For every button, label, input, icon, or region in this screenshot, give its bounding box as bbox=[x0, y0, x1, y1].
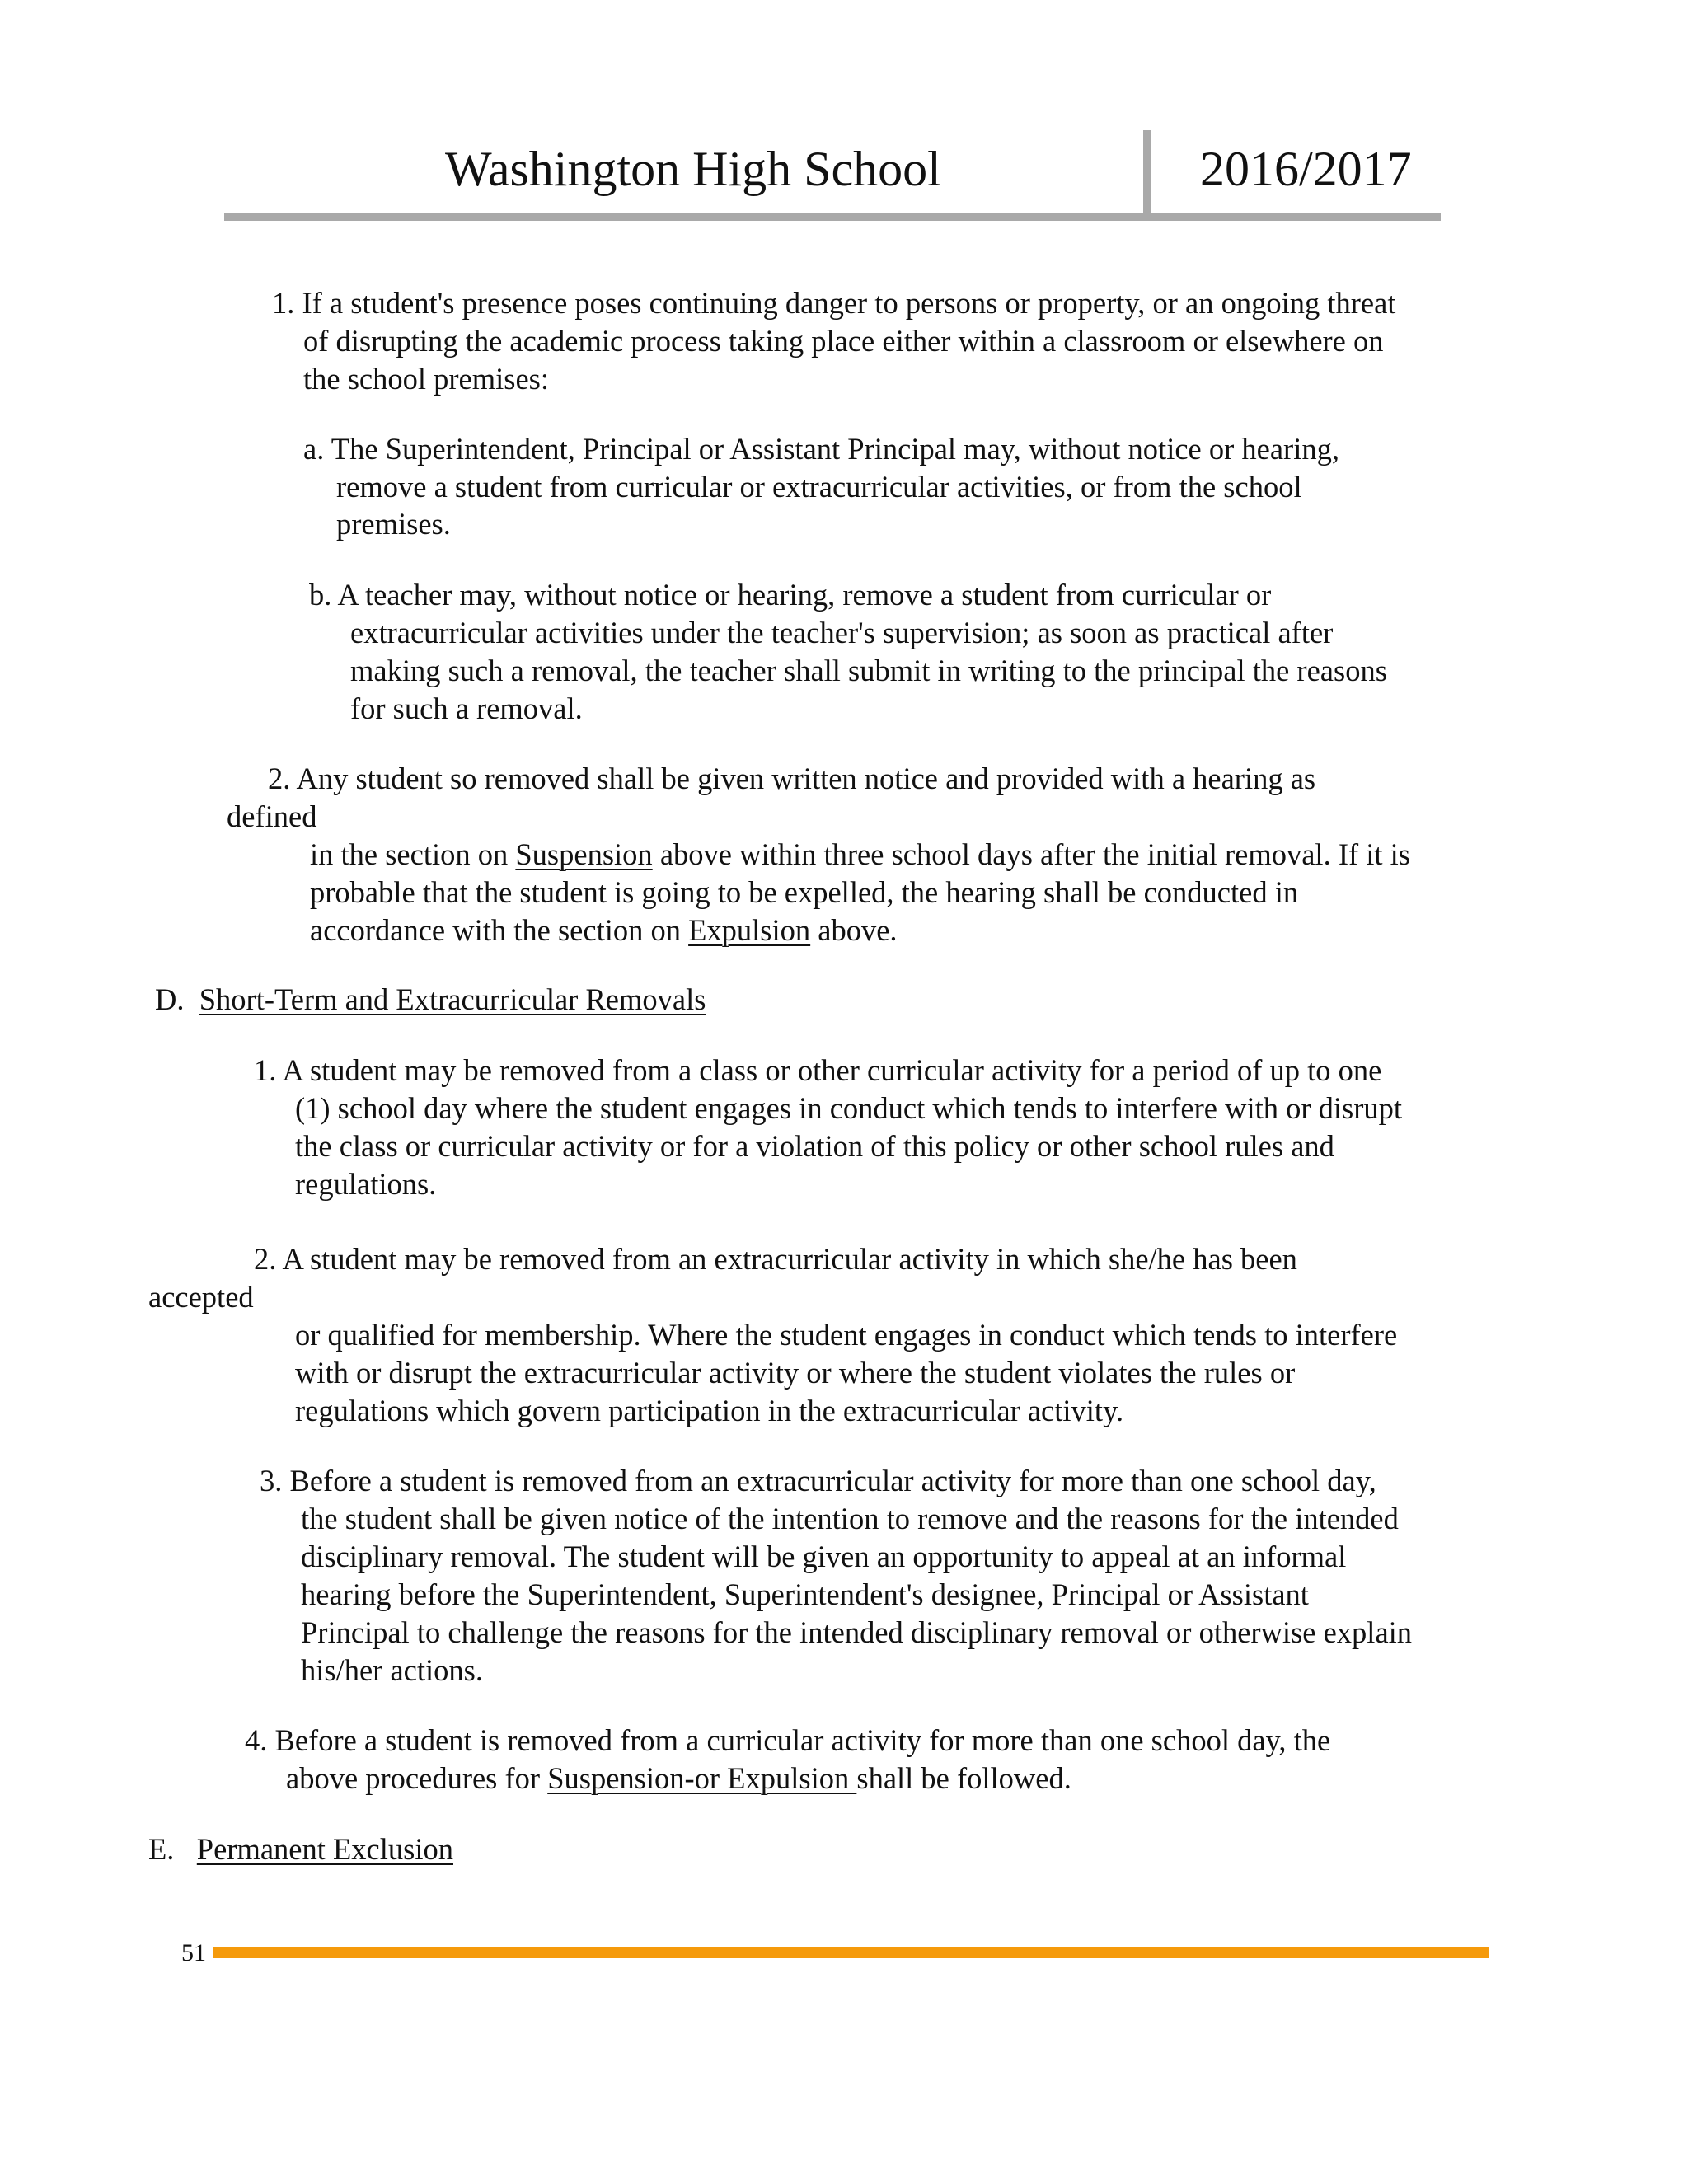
item-c2-line3-text: in the section on bbox=[310, 837, 516, 871]
item-c1b-line1: b. A teacher may, without notice or hearing, remove a student from curricular or bbox=[309, 578, 1272, 612]
item-d4-line1: 4. Before a student is removed from a curricular activity for more than one school day, the bbox=[245, 1723, 1331, 1757]
section-e-letter: E. bbox=[148, 1832, 175, 1866]
item-d3-line3: disciplinary removal. The student will be given an opportunity to appeal at an informal bbox=[301, 1540, 1347, 1573]
item-d2-line3: or qualified for membership. Where the student engages in conduct which tends to interfere bbox=[295, 1318, 1398, 1352]
item-c1a-line1: a. The Superintendent, Principal or Assistant Principal may, without notice or hearing, bbox=[303, 432, 1339, 466]
item-d4-line2-text: above procedures for bbox=[286, 1761, 548, 1795]
item-c2-line5-rest: above. bbox=[810, 913, 898, 947]
item-d2-line5: regulations which govern participation in the extracurricular activity. bbox=[295, 1394, 1124, 1427]
item-d3-line2: the student shall be given notice of the intention to remove and the reasons for the intended bbox=[301, 1502, 1399, 1535]
item-c2-line5 bbox=[310, 912, 898, 949]
header-rule bbox=[224, 213, 1441, 221]
item-d3-line5: Principal to challenge the reasons for the intended disciplinary removal or otherwise explain bbox=[301, 1615, 1413, 1649]
item-c1b-line3: making such a removal, the teacher shall submit in writing to the principal the reasons bbox=[350, 654, 1387, 687]
item-c1b-line2: extracurricular activities under the teacher's supervision; as soon as practical after bbox=[350, 616, 1334, 649]
item-c1a-line2: remove a student from curricular or extracurricular activities, or from the school bbox=[336, 470, 1302, 504]
item-d2-line2: accepted bbox=[148, 1280, 254, 1314]
header-divider bbox=[1143, 130, 1151, 217]
item-d4-line2-rest: shall be followed. bbox=[856, 1761, 1071, 1795]
item-d3-line4: hearing before the Superintendent, Superintendent's designee, Principal or Assistant bbox=[301, 1577, 1309, 1611]
school-name: Washington High School bbox=[445, 142, 941, 196]
item-c1-line1: 1. If a student's presence poses continuing danger to persons or property, or an ongoing threat bbox=[272, 286, 1396, 320]
section-e-title: Permanent Exclusion bbox=[196, 1832, 453, 1866]
page-number: 51 bbox=[181, 1939, 206, 1966]
expulsion-link[interactable]: Expulsion bbox=[688, 913, 811, 947]
section-d-title: Short-Term and Extracurricular Removals bbox=[199, 982, 706, 1016]
suspension-expulsion-link[interactable]: Suspension-or Expulsion bbox=[547, 1761, 857, 1795]
item-d1-line2: (1) school day where the student engages in conduct which tends to interfere with or disrupt bbox=[295, 1091, 1403, 1125]
suspension-link[interactable]: Suspension bbox=[515, 837, 653, 871]
item-c2-line3-rest: above within three school days after the initial removal. If it is bbox=[652, 837, 1411, 871]
footer-accent-bar bbox=[213, 1947, 1489, 1958]
section-d-heading bbox=[155, 981, 706, 1019]
item-d3-line1: 3. Before a student is removed from an extracurricular activity for more than one school day, bbox=[260, 1464, 1376, 1497]
item-d2-line1: 2. A student may be removed from an extracurricular activity in which she/he has been bbox=[254, 1242, 1297, 1276]
item-d3-line6: his/her actions. bbox=[301, 1653, 483, 1687]
item-c1-line2: of disrupting the academic process taking place either within a classroom or elsewhere on bbox=[303, 324, 1384, 358]
item-d4-line2 bbox=[286, 1760, 1071, 1797]
item-d1-line3: the class or curricular activity or for a violation of this policy or other school rules and bbox=[295, 1129, 1334, 1163]
item-c1a-line3: premises. bbox=[336, 507, 451, 541]
item-d1-line1: 1. A student may be removed from a class or other curricular activity for a period of up to one bbox=[254, 1053, 1382, 1087]
section-e-heading bbox=[148, 1830, 453, 1868]
section-d-letter: D. bbox=[155, 982, 185, 1016]
item-c2-line3 bbox=[310, 836, 1410, 874]
item-c2-line4: probable that the student is going to be expelled, the hearing shall be conducted in bbox=[310, 875, 1299, 909]
school-year: 2016/2017 bbox=[1200, 142, 1412, 196]
item-c1b-line4: for such a removal. bbox=[350, 691, 583, 725]
item-c2-line5-text: accordance with the section on bbox=[310, 913, 689, 947]
item-c1-line3: the school premises: bbox=[303, 362, 550, 396]
item-d2-line4: with or disrupt the extracurricular activity or where the student violates the rules or bbox=[295, 1356, 1296, 1390]
item-c2-line2: defined bbox=[227, 799, 317, 833]
item-c2-line1: 2. Any student so removed shall be given written notice and provided with a hearing as bbox=[268, 762, 1316, 795]
item-d1-line4: regulations. bbox=[295, 1167, 437, 1201]
